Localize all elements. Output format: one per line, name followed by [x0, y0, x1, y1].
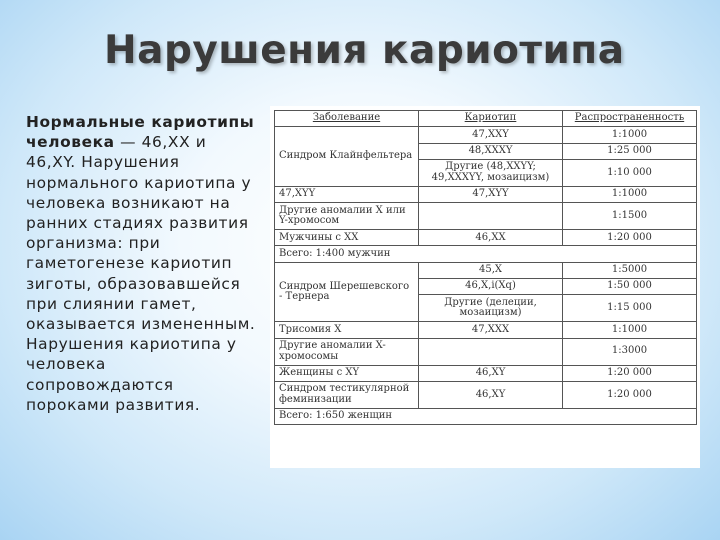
prevalence-cell: 1:1000 — [563, 127, 697, 143]
prevalence-cell: 1:10 000 — [563, 159, 697, 186]
table-row — [275, 381, 697, 408]
karyotype-cell: 46,XX — [419, 230, 563, 246]
prevalence-cell: 1:50 000 — [563, 279, 697, 295]
disease-cell: Синдром Шерешевского - Тернера — [275, 262, 419, 322]
table-row — [275, 186, 697, 202]
table-row — [275, 127, 697, 143]
header-disease: Заболевание — [275, 111, 419, 127]
body-text-rest: — 46,XX и 46,XY. Нарушения нормального кариотипа у человека возникают на ранних стадиях развития организма: при гаметогенезе кариотип зиготы, образовавшейся при слиянии гамет, оказывается измененным. Нарушения кариотипа у человека сопровождаются пороками развития. — [26, 133, 256, 414]
prevalence-cell: 1:25 000 — [563, 143, 697, 159]
karyotype-cell: 47,XYY — [419, 186, 563, 202]
body-text — [26, 112, 258, 415]
disease-cell: Мужчины с XX — [275, 230, 419, 246]
table-row — [275, 408, 697, 424]
prevalence-cell: 1:20 000 — [563, 381, 697, 408]
karyotype-cell: Другие (48,XXYY; 49,XXXYY, мозаицизм) — [419, 159, 563, 186]
total-women-cell: Всего: 1:650 женщин — [275, 408, 697, 424]
total-men-cell: Всего: 1:400 мужчин — [275, 246, 697, 262]
table-row — [275, 230, 697, 246]
karyotype-cell: 47,XXX — [419, 322, 563, 338]
karyotype-cell — [419, 203, 563, 230]
table-row — [275, 203, 697, 230]
disease-cell: Другие аномалии X-хромосомы — [275, 338, 419, 365]
karyotype-cell: 45,X — [419, 262, 563, 278]
prevalence-cell: 1:5000 — [563, 262, 697, 278]
prevalence-cell: 1:1000 — [563, 186, 697, 202]
table-row — [275, 322, 697, 338]
table-row — [275, 246, 697, 262]
karyotype-cell: 47,XXY — [419, 127, 563, 143]
karyotype-cell — [419, 338, 563, 365]
header-prevalence: Распространенность — [563, 111, 697, 127]
table-header-row — [275, 111, 697, 127]
prevalence-cell: 1:1500 — [563, 203, 697, 230]
slide-title: Нарушения кариотипа — [104, 28, 625, 73]
prevalence-cell: 1:15 000 — [563, 295, 697, 322]
prevalence-cell: 1:1000 — [563, 322, 697, 338]
prevalence-cell: 1:3000 — [563, 338, 697, 365]
karyotype-cell: 46,XY — [419, 365, 563, 381]
header-karyotype: Кариотип — [419, 111, 563, 127]
disease-cell: Женщины с XY — [275, 365, 419, 381]
disease-cell: Другие аномалии X или Y-хромосом — [275, 203, 419, 230]
disease-cell: Трисомия X — [275, 322, 419, 338]
karyotype-cell: Другие (делеции, мозаицизм) — [419, 295, 563, 322]
disease-cell: Синдром Клайнфельтера — [275, 127, 419, 187]
table-row — [275, 365, 697, 381]
table-row — [275, 262, 697, 278]
karyotype-cell: 46,X,i(Xq) — [419, 279, 563, 295]
karyotype-table — [274, 110, 697, 425]
karyotype-cell: 46,XY — [419, 381, 563, 408]
prevalence-cell: 1:20 000 — [563, 365, 697, 381]
karyotype-table-container — [270, 106, 700, 468]
disease-cell: Синдром тестикулярной феминизации — [275, 381, 419, 408]
karyotype-cell: 48,XXXY — [419, 143, 563, 159]
body-text-bold: Нормальные кариотипы человека — [26, 113, 255, 152]
table-row — [275, 338, 697, 365]
prevalence-cell: 1:20 000 — [563, 230, 697, 246]
disease-cell: 47,XYY — [275, 186, 419, 202]
